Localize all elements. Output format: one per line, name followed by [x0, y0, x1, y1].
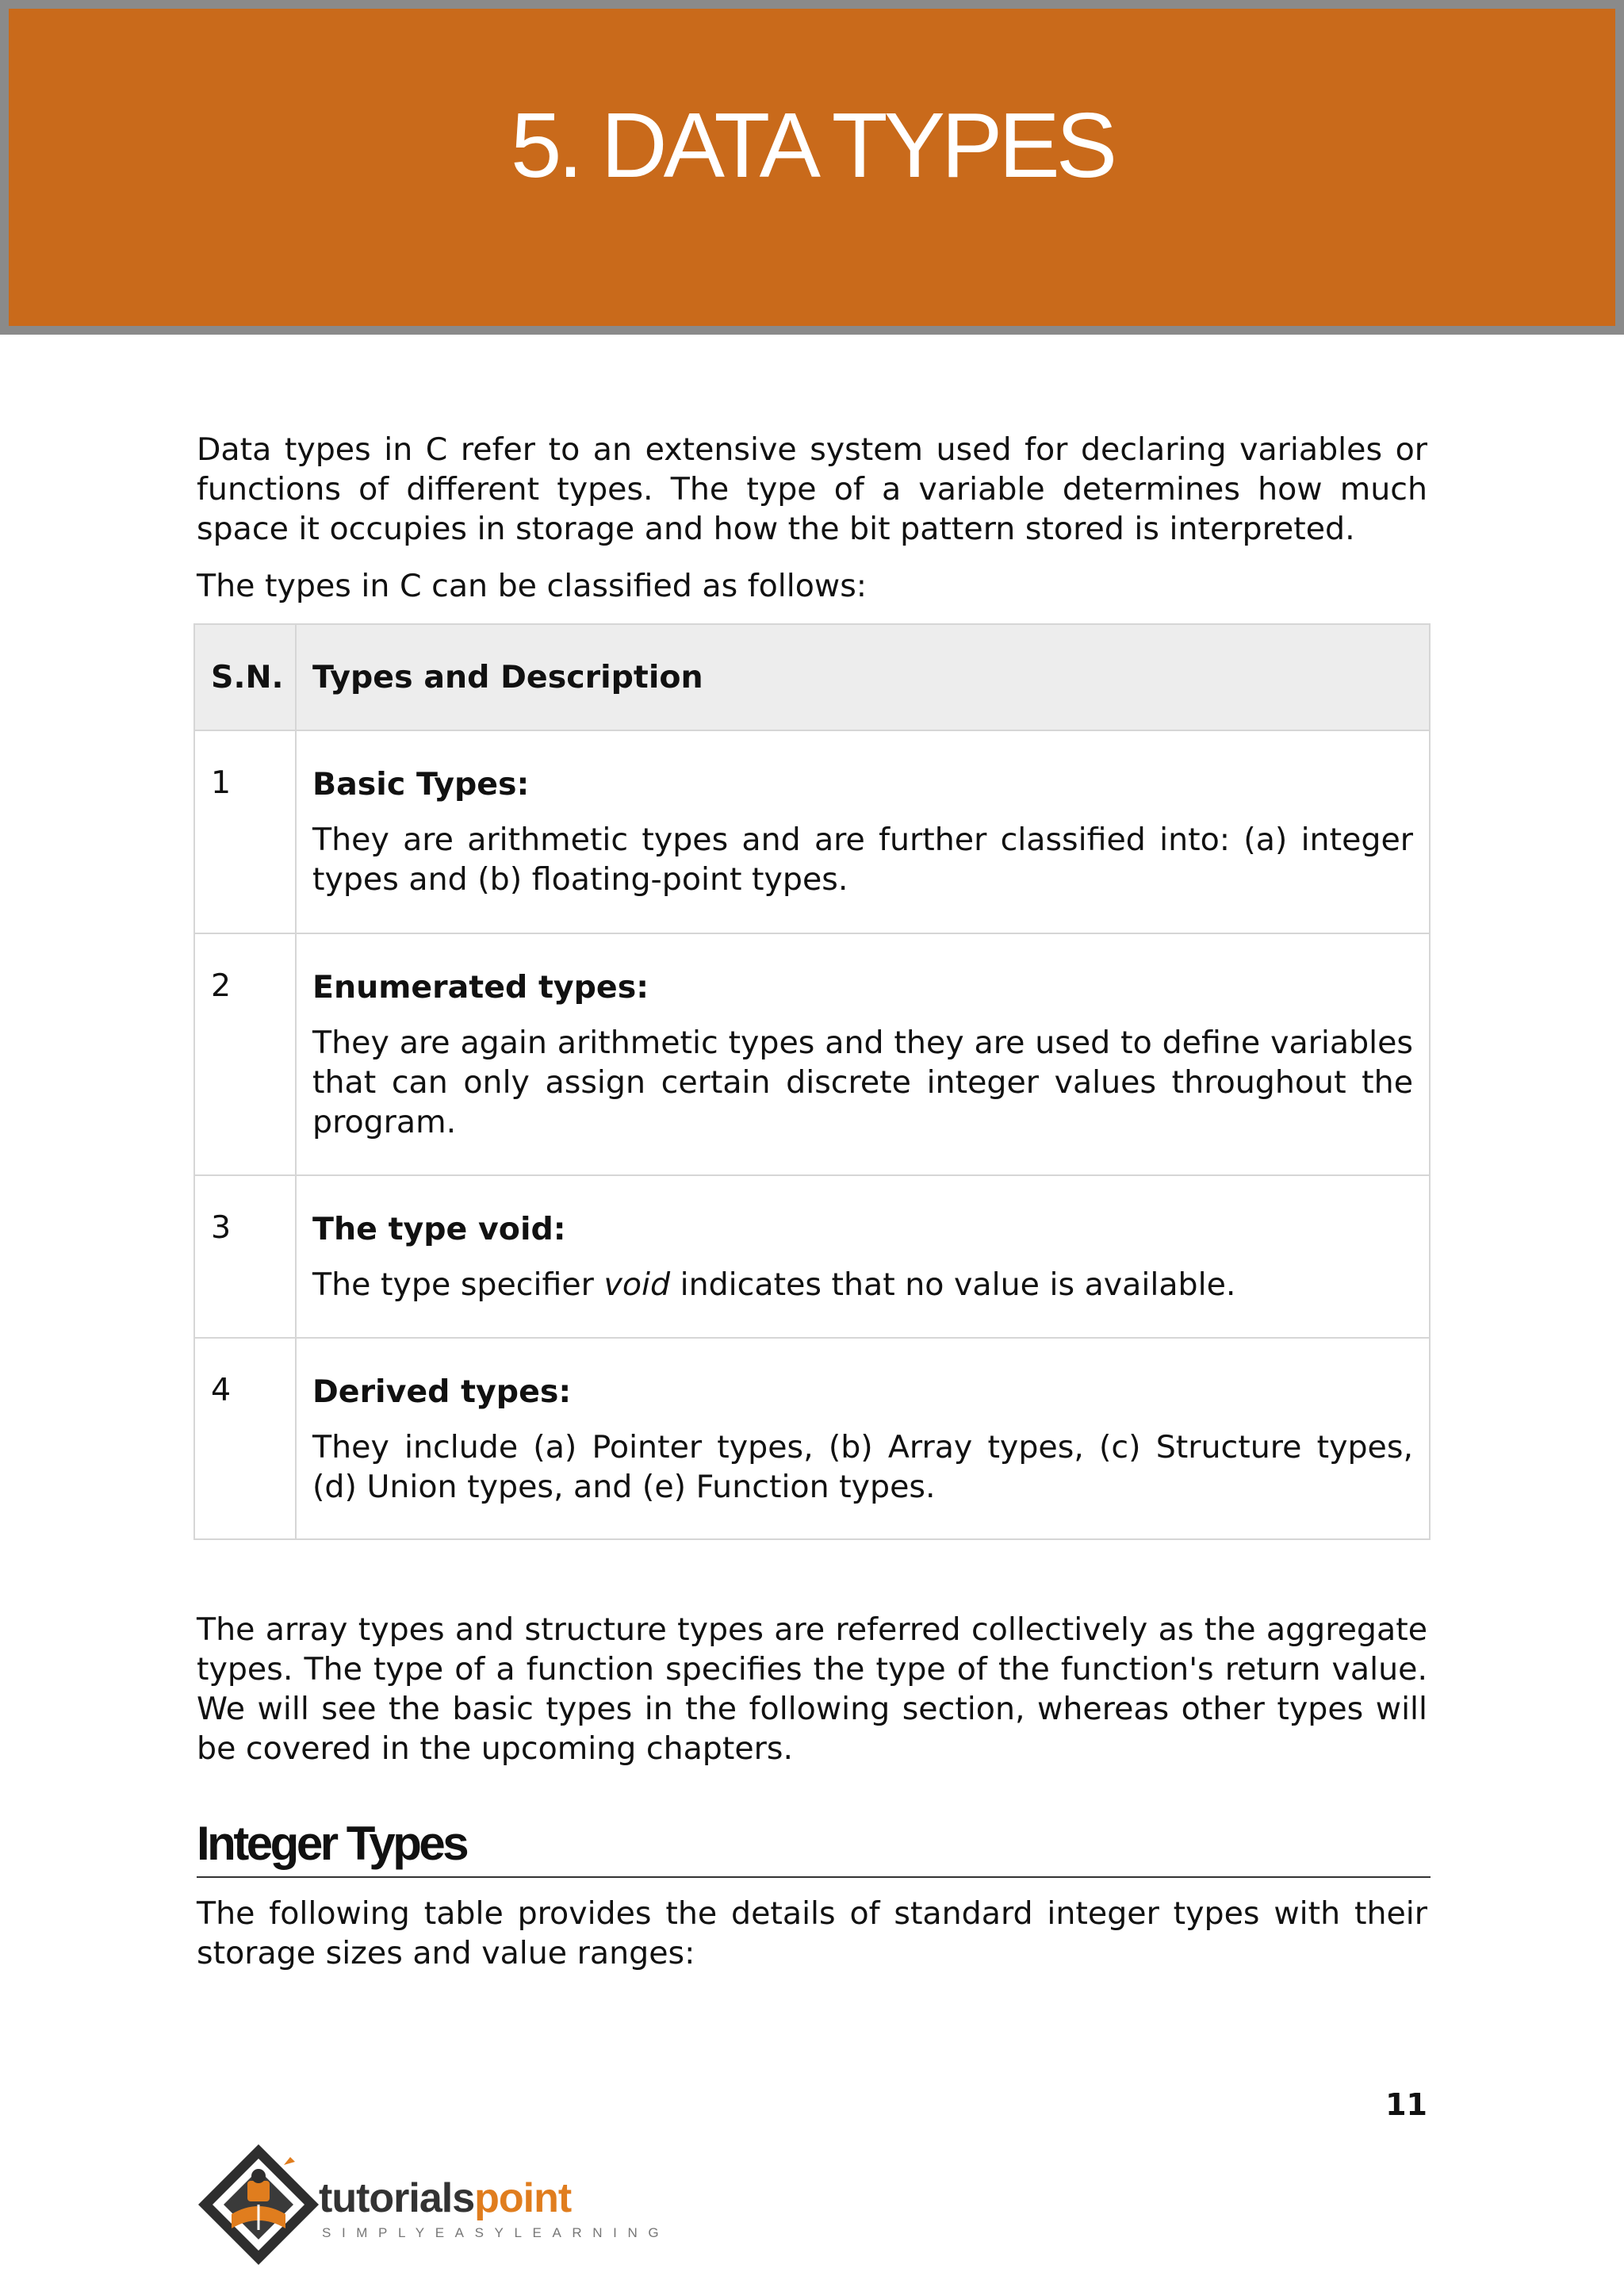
- type-title: The type void:: [312, 1211, 566, 1247]
- section-heading-integer-types: Integer Types: [197, 1817, 467, 1870]
- logo-word-tutorials: tutorials: [319, 2175, 475, 2221]
- void-keyword: void: [603, 1266, 671, 1303]
- row-content: [296, 1175, 1430, 1338]
- type-title: Basic Types:: [312, 766, 530, 803]
- type-description: [312, 1265, 1413, 1305]
- tutorialspoint-logo-icon: [195, 2141, 322, 2273]
- types-table: [193, 623, 1431, 1540]
- desc-text-after: indicates that no value is available.: [670, 1266, 1236, 1303]
- type-description: They are arithmetic types and are further classified into: (a) integer types and (b) floating-point types.: [312, 822, 1413, 898]
- row-content: [296, 933, 1430, 1175]
- table-row: [194, 730, 1430, 933]
- row-sn: 3: [194, 1175, 296, 1338]
- type-description: They include (a) Pointer types, (b) Array types, (c) Structure types, (d) Union types, and (e) Function types.: [312, 1429, 1413, 1505]
- table-row: [194, 1175, 1430, 1338]
- chapter-title: 5. DATA TYPES: [510, 94, 1114, 197]
- row-content: [296, 730, 1430, 933]
- type-title: Derived types:: [312, 1374, 572, 1410]
- integer-types-intro: The following table provides the details of standard integer types with their storage sizes and value ranges:: [197, 1895, 1427, 1971]
- page-number: 11: [1385, 2087, 1427, 2122]
- logo-word-point: point: [474, 2175, 572, 2221]
- desc-text-before: The type specifier: [312, 1266, 604, 1303]
- type-title: Enumerated types:: [312, 969, 649, 1006]
- row-content: [296, 1338, 1430, 1539]
- row-sn: 4: [194, 1338, 296, 1539]
- table-row: [194, 933, 1430, 1175]
- column-header-description: Types and Description: [296, 624, 1430, 730]
- table-row: [194, 1338, 1430, 1539]
- row-sn: 1: [194, 730, 296, 933]
- row-sn: 2: [194, 933, 296, 1175]
- logo-tagline: SIMPLYEASYLEARNING: [322, 2225, 670, 2240]
- heading-divider: [197, 1876, 1431, 1878]
- logo-wordmark: [319, 2174, 571, 2222]
- chapter-banner: [0, 0, 1624, 335]
- aggregate-types-paragraph: The array types and structure types are referred collectively as the aggregate types. The type of a function specifies the type of the function's return value. We will see the basic types in the following section, whereas other types will be covered in the upcoming chapters.: [197, 1611, 1427, 1767]
- intro-paragraph: Data types in C refer to an extensive system used for declaring variables or functions of different types. The type of a variable determines how much space it occupies in storage and how the bit pattern stored is interpreted.: [197, 431, 1427, 547]
- type-description: They are again arithmetic types and they are used to define variables that can only assign certain discrete integer values throughout the program.: [312, 1025, 1413, 1140]
- table-header-row: [194, 624, 1430, 730]
- intro-lead-in: The types in C can be classified as follows:: [197, 568, 868, 604]
- tutorialspoint-logo: [195, 2141, 670, 2273]
- column-header-sn: S.N.: [194, 624, 296, 730]
